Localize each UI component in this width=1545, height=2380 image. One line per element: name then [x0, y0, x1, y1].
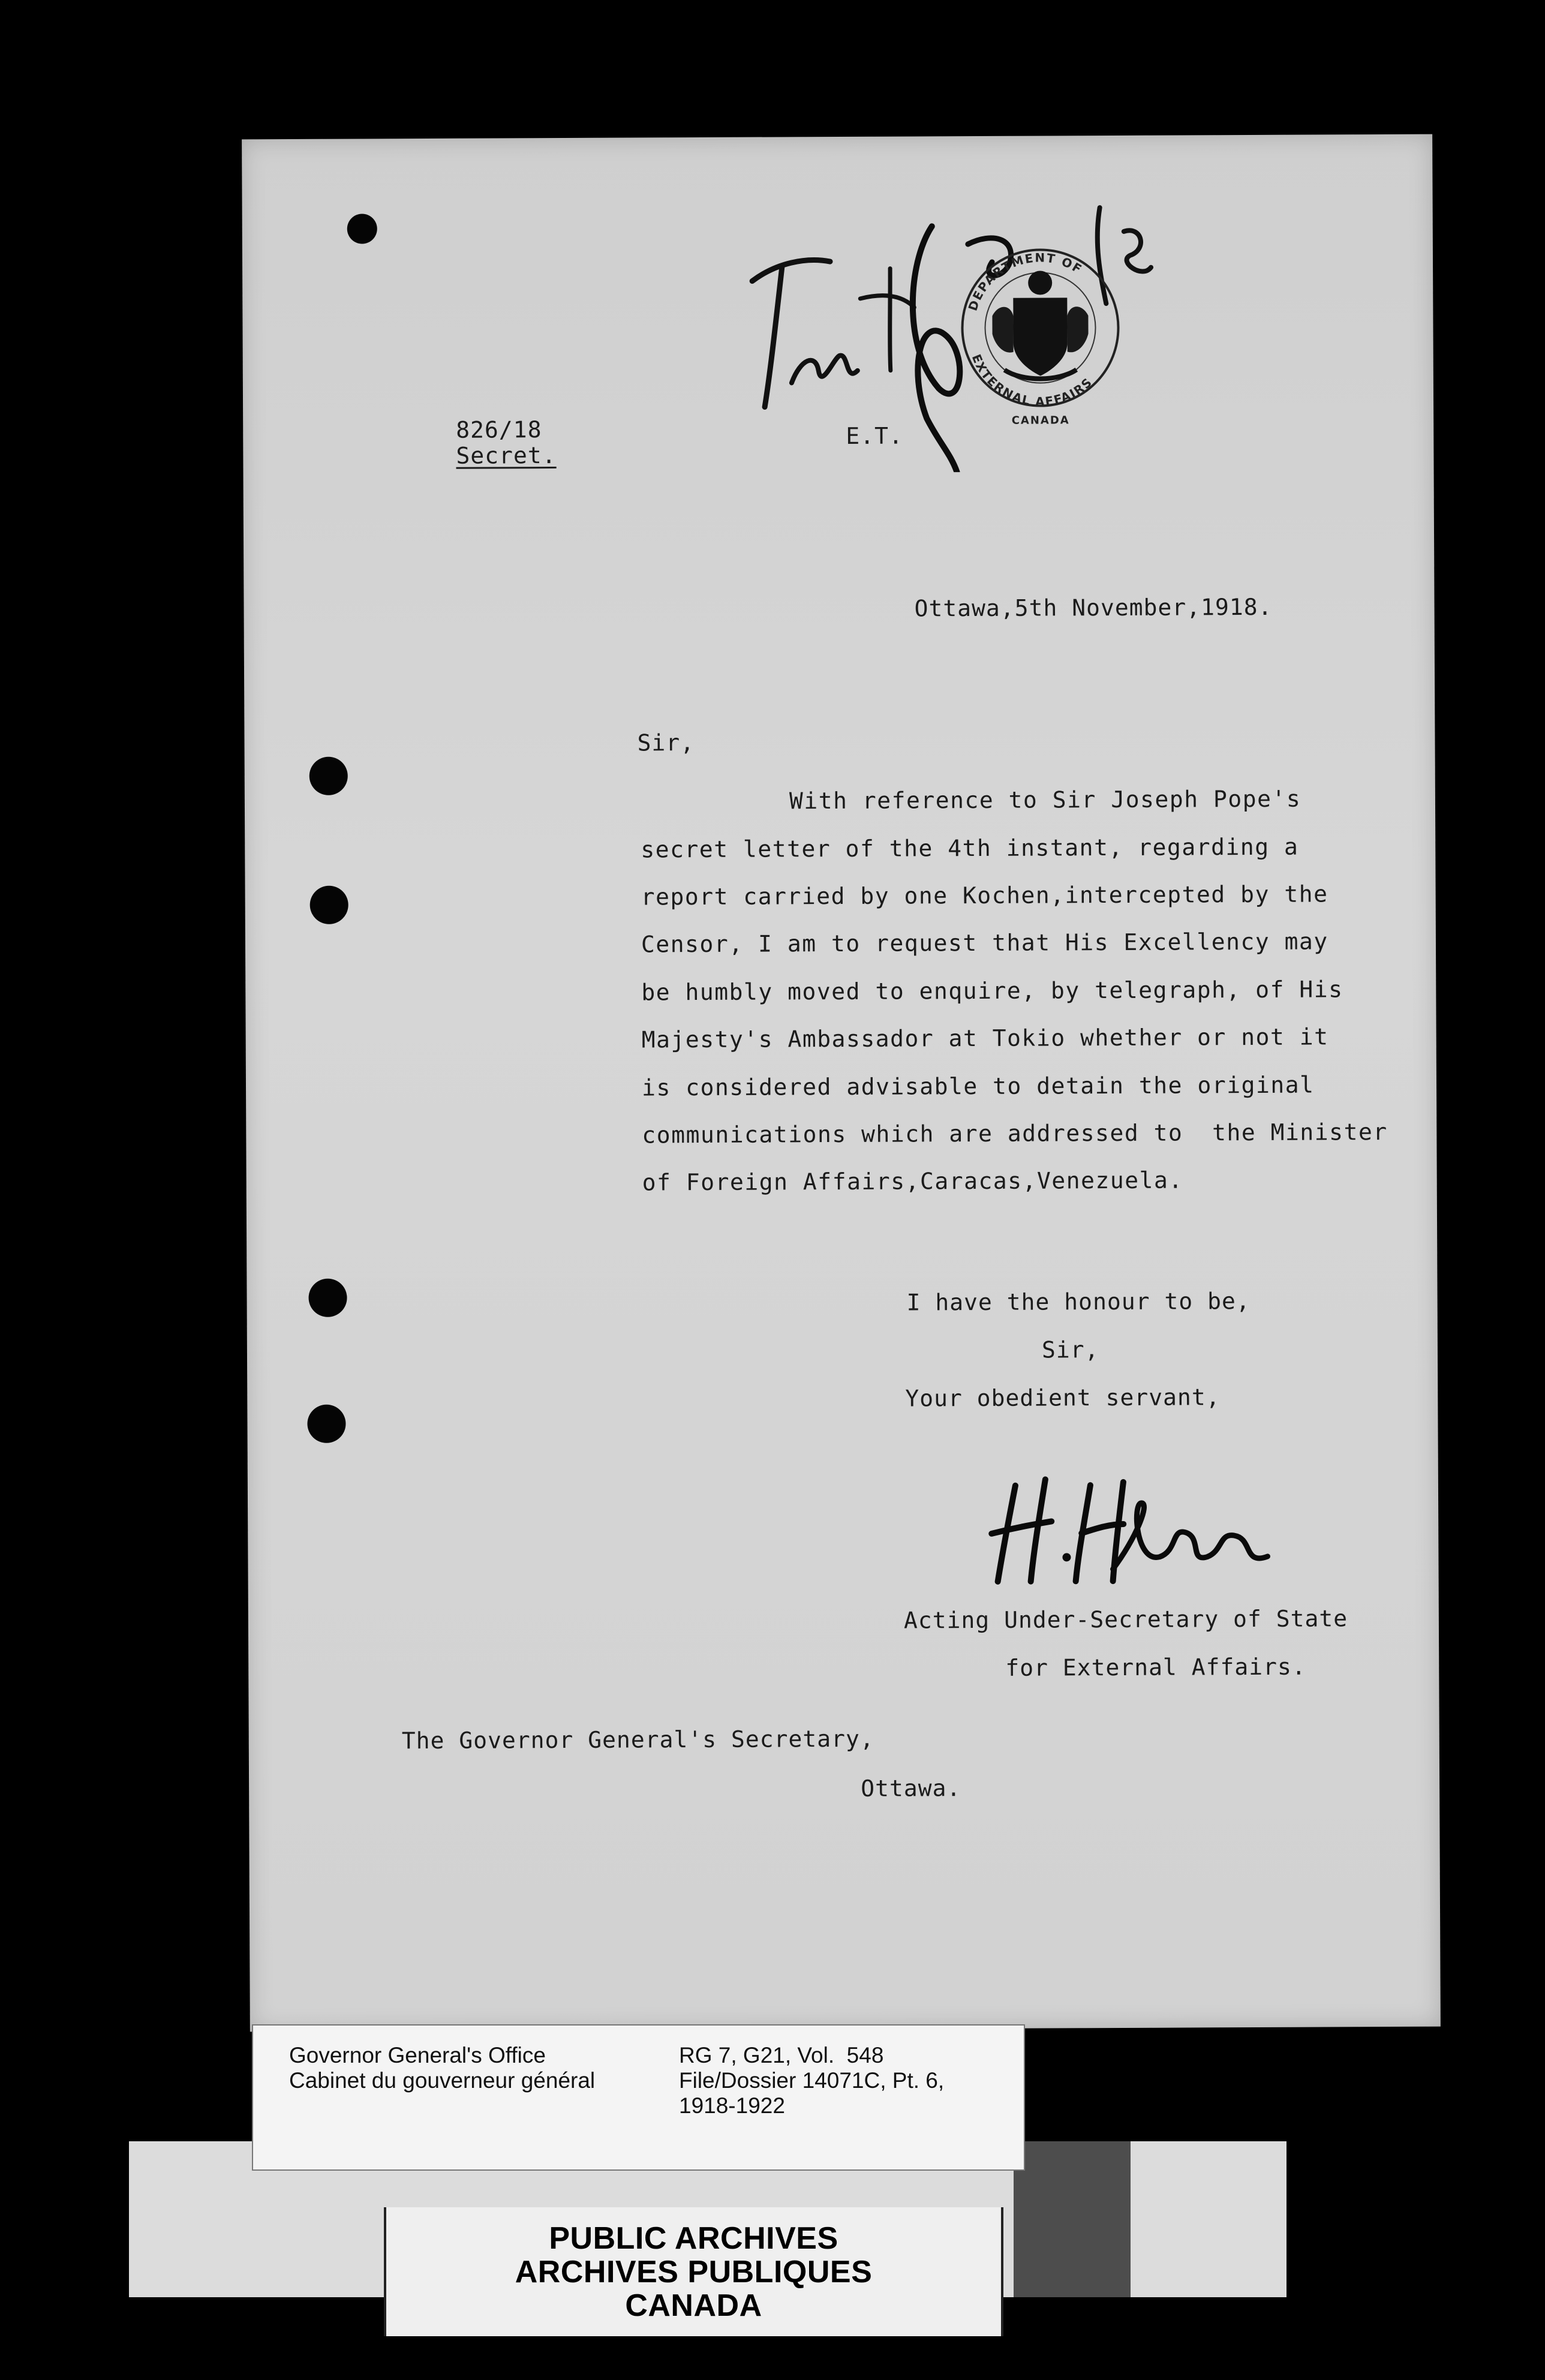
- department-seal: [710, 190, 1167, 473]
- body-line: report carried by one Kochen,intercepted by the: [641, 881, 1328, 910]
- public-archives-stamp: [384, 2207, 1003, 2336]
- stamp-line-2: ARCHIVES PUBLIQUES: [515, 2255, 873, 2289]
- stamp-line-1: PUBLIC ARCHIVES: [549, 2221, 838, 2256]
- closing-honour: I have the honour to be,: [906, 1288, 1251, 1316]
- office-name-fr: Cabinet du gouverneur général: [289, 2068, 596, 2093]
- stamp-line-3: CANADA: [625, 2288, 762, 2323]
- svg-text:DEPARTMENT OF: DEPARTMENT OF: [965, 250, 1086, 313]
- closing-servant: Your obedient servant,: [905, 1384, 1221, 1412]
- body-line: of Foreign Affairs,Caracas,Venezuela.: [642, 1167, 1183, 1196]
- typist-initials: E.T.: [846, 422, 903, 449]
- signer-title-line-1: Acting Under-Secretary of State: [903, 1605, 1348, 1634]
- file-dossier-reference: File/Dossier 14071C, Pt. 6,: [679, 2068, 945, 2093]
- signer-title-line-2: for External Affairs.: [1005, 1653, 1306, 1681]
- body-line: communications which are addressed to the Minister: [642, 1119, 1388, 1149]
- office-name-en: Governor General's Office: [289, 2043, 546, 2068]
- punch-hole-lower-2: [307, 1405, 345, 1443]
- date-range: 1918-1922: [679, 2093, 785, 2118]
- body-line: Censor, I am to request that His Excellency may: [641, 928, 1328, 958]
- archive-strip-shadow: [1014, 2141, 1131, 2297]
- body-line: is considered advisable to detain the original: [641, 1071, 1315, 1101]
- classification-secret: Secret.: [456, 442, 557, 469]
- file-reference: 826/18: [456, 416, 542, 443]
- addressee-line-1: The Governor General's Secretary,: [401, 1725, 874, 1754]
- archive-reference-card: [252, 2024, 1025, 2171]
- date-line: Ottawa,5th November,1918.: [914, 593, 1273, 622]
- salutation: Sir,: [637, 729, 695, 756]
- punch-hole-upper-1: [309, 757, 348, 795]
- svg-text:EXTERNAL AFFAIRS: EXTERNAL AFFAIRS: [969, 352, 1096, 409]
- letter-page: [242, 134, 1441, 2032]
- body-line: With reference to Sir Joseph Pope's: [789, 785, 1301, 815]
- handwritten-signature: [979, 1467, 1292, 1588]
- body-line: Majesty's Ambassador at Tokio whether or not it: [641, 1023, 1329, 1053]
- record-group-reference: RG 7, G21, Vol. 548: [679, 2043, 884, 2068]
- punch-hole-top: [347, 214, 377, 244]
- punch-hole-lower-1: [308, 1279, 347, 1317]
- closing-sir: Sir,: [1041, 1336, 1099, 1363]
- addressee-line-2: Ottawa.: [861, 1775, 961, 1802]
- punch-hole-upper-2: [310, 886, 348, 924]
- body-line: be humbly moved to enquire, by telegraph, of His: [641, 976, 1343, 1006]
- svg-text:CANADA: CANADA: [1011, 414, 1070, 427]
- body-line: secret letter of the 4th instant, regarding a: [641, 833, 1299, 863]
